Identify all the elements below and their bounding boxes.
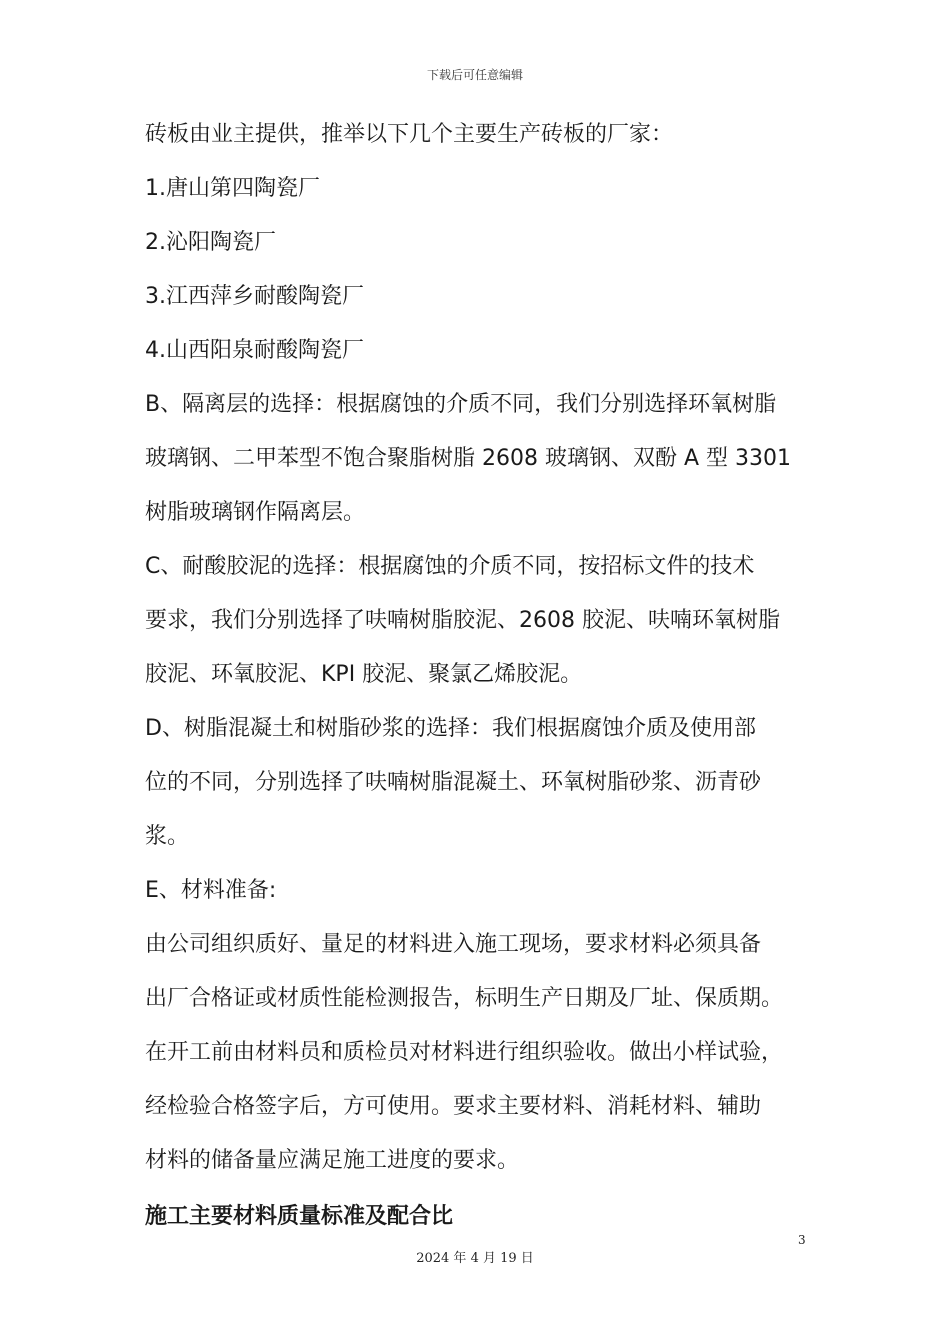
body-line: 位的不同，分别选择了呋喃树脂混凝土、环氧树脂砂浆、沥青砂 (145, 770, 762, 795)
body-line: 出厂合格证或材质性能检测报告，标明生产日期及厂址、保质期。 (145, 986, 784, 1011)
body-line: C、耐酸胶泥的选择：根据腐蚀的介质不同，按招标文件的技术 (145, 554, 755, 579)
section-heading: 施工主要材料质量标准及配合比 (145, 1204, 454, 1229)
list-item: 3.江西萍乡耐酸陶瓷厂 (145, 284, 364, 309)
body-line: 由公司组织质好、量足的材料进入施工现场，要求材料必须具备 (145, 932, 762, 957)
body-line: 要求，我们分别选择了呋喃树脂胶泥、2608 胶泥、呋喃环氧树脂 (145, 608, 780, 633)
page-footer-date: 2024 年 4 月 19 日 (416, 1251, 534, 1266)
body-line: D、树脂混凝土和树脂砂浆的选择：我们根据腐蚀介质及使用部 (145, 716, 756, 741)
document-body (145, 108, 815, 1244)
body-line: B、隔离层的选择：根据腐蚀的介质不同，我们分别选择环氧树脂 (145, 392, 777, 417)
body-line: 浆。 (145, 824, 190, 849)
body-line: 在开工前由材料员和质检员对材料进行组织验收。做出小样试验， (145, 1040, 784, 1065)
list-item: 2.沁阳陶瓷厂 (145, 230, 276, 255)
page-header: 下载后可任意编辑 (426, 68, 523, 82)
page-number: 3 (798, 1233, 806, 1247)
body-line: 胶泥、环氧胶泥、KPI 胶泥、聚氯乙烯胶泥。 (145, 662, 583, 687)
body-line: 树脂玻璃钢作隔离层。 (145, 500, 366, 525)
body-line: 材料的储备量应满足施工进度的要求。 (145, 1148, 520, 1173)
list-item: 1.唐山第四陶瓷厂 (145, 176, 320, 201)
body-line: 玻璃钢、二甲苯型不饱合聚脂树脂 2608 玻璃钢、双酚 A 型 3301 (145, 446, 791, 471)
body-line: 砖板由业主提供，推举以下几个主要生产砖板的厂家： (145, 122, 674, 147)
list-item: 4.山西阳泉耐酸陶瓷厂 (145, 338, 364, 363)
body-line: 经检验合格签字后，方可使用。要求主要材料、消耗材料、辅助 (145, 1094, 762, 1119)
body-line: E、材料准备: (145, 878, 277, 903)
